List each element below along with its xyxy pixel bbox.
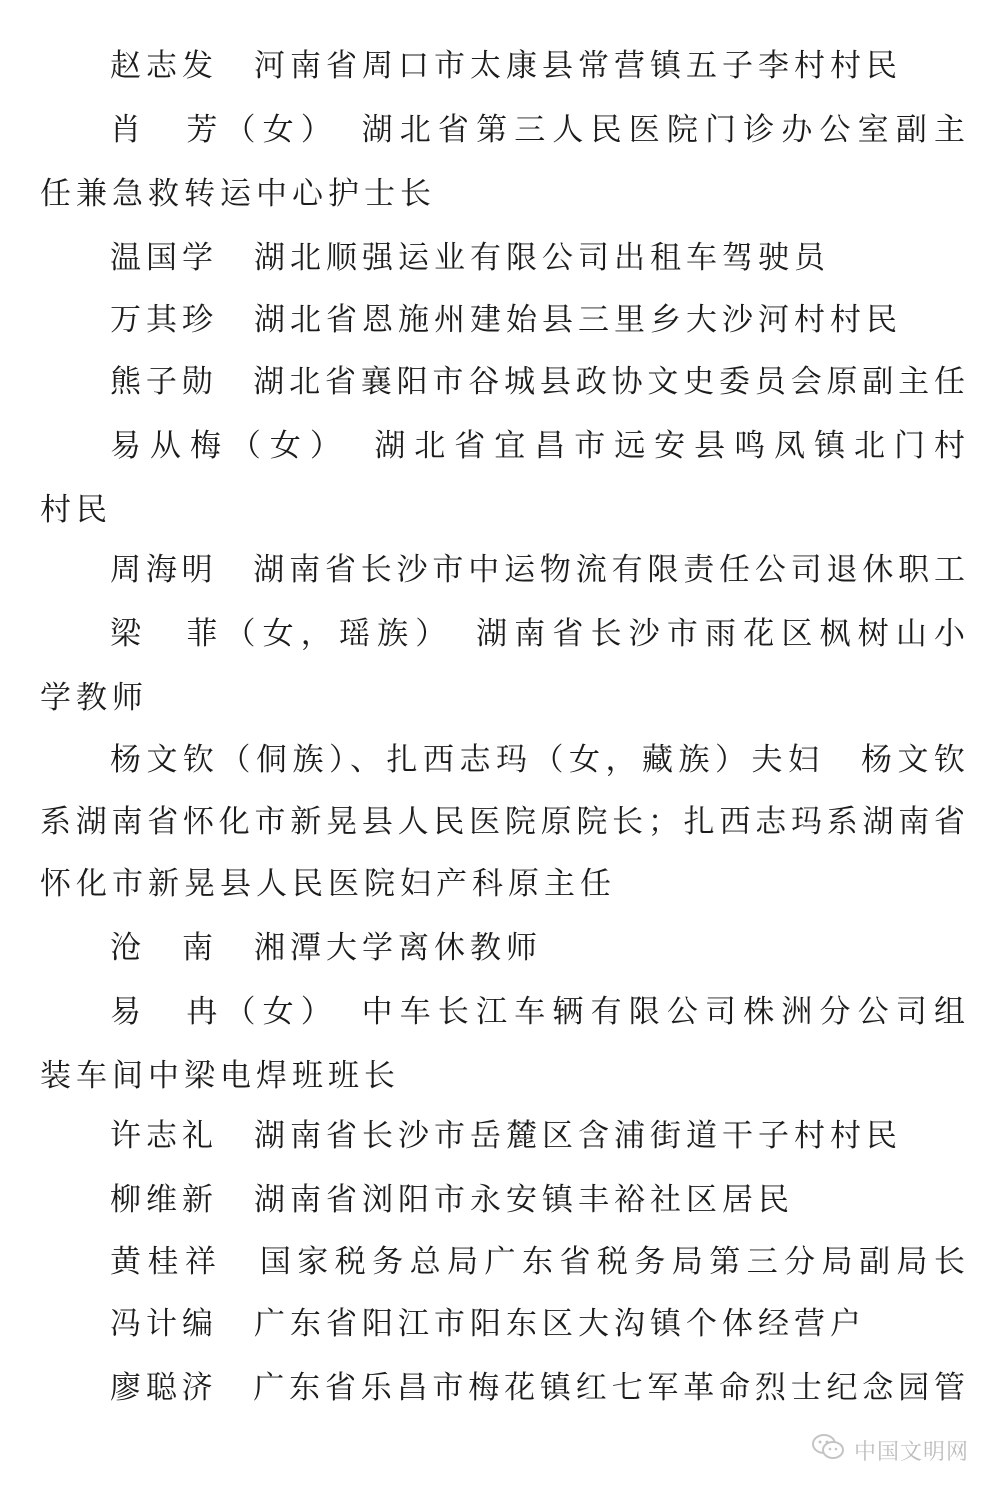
- text-line-18: 许志礼 湖南省长沙市岳麓区含浦街道干子村村民: [110, 1118, 902, 1154]
- text-line-21: 冯计编 广东省阳江市阳东区大沟镇个体经营户: [110, 1306, 866, 1342]
- text-line-11: 学教师: [40, 680, 148, 716]
- text-line-16: 易 冉（女） 中车长江车辆有限公司株洲分公司组: [110, 994, 965, 1030]
- text-line-17: 装车间中梁电焊班班长: [40, 1058, 400, 1094]
- wechat-icon: [810, 1432, 846, 1468]
- text-line-2: 肖 芳（女） 湖北省第三人民医院门诊办公室副主: [110, 112, 965, 148]
- watermark-text: 中国文明网: [853, 1439, 969, 1465]
- text-line-19: 柳维新 湖南省浏阳市永安镇丰裕社区居民: [110, 1182, 794, 1218]
- text-line-7: 易从梅（女） 湖北省宜昌市远安县鸣凤镇北门村: [110, 428, 965, 464]
- text-line-15: 沧 南 湘潭大学离休教师: [110, 930, 542, 966]
- text-line-4: 温国学 湖北顺强运业有限公司出租车驾驶员: [110, 240, 830, 276]
- text-line-12: 杨文钦（侗族）、扎西志玛（女，藏族）夫妇 杨文钦: [110, 742, 965, 778]
- text-line-3: 任兼急救转运中心护士长: [40, 176, 436, 212]
- text-line-6: 熊子勋 湖北省襄阳市谷城县政协文史委员会原副主任: [110, 364, 965, 400]
- text-line-5: 万其珍 湖北省恩施州建始县三里乡大沙河村村民: [110, 302, 902, 338]
- text-line-13: 系湖南省怀化市新晃县人民医院原院长；扎西志玛系湖南省: [40, 804, 965, 840]
- watermark: [810, 1432, 969, 1468]
- text-line-8: 村民: [40, 492, 112, 528]
- text-line-20: 黄桂祥 国家税务总局广东省税务局第三分局副局长: [110, 1244, 965, 1280]
- text-line-9: 周海明 湖南省长沙市中运物流有限责任公司退休职工: [110, 552, 965, 588]
- text-line-1: 赵志发 河南省周口市太康县常营镇五子李村村民: [110, 48, 902, 84]
- text-line-10: 梁 菲（女，瑶族） 湖南省长沙市雨花区枫树山小: [110, 616, 965, 652]
- text-line-22: 廖聪济 广东省乐昌市梅花镇红七军革命烈士纪念园管: [110, 1370, 965, 1406]
- text-line-14: 怀化市新晃县人民医院妇产科原主任: [40, 866, 616, 902]
